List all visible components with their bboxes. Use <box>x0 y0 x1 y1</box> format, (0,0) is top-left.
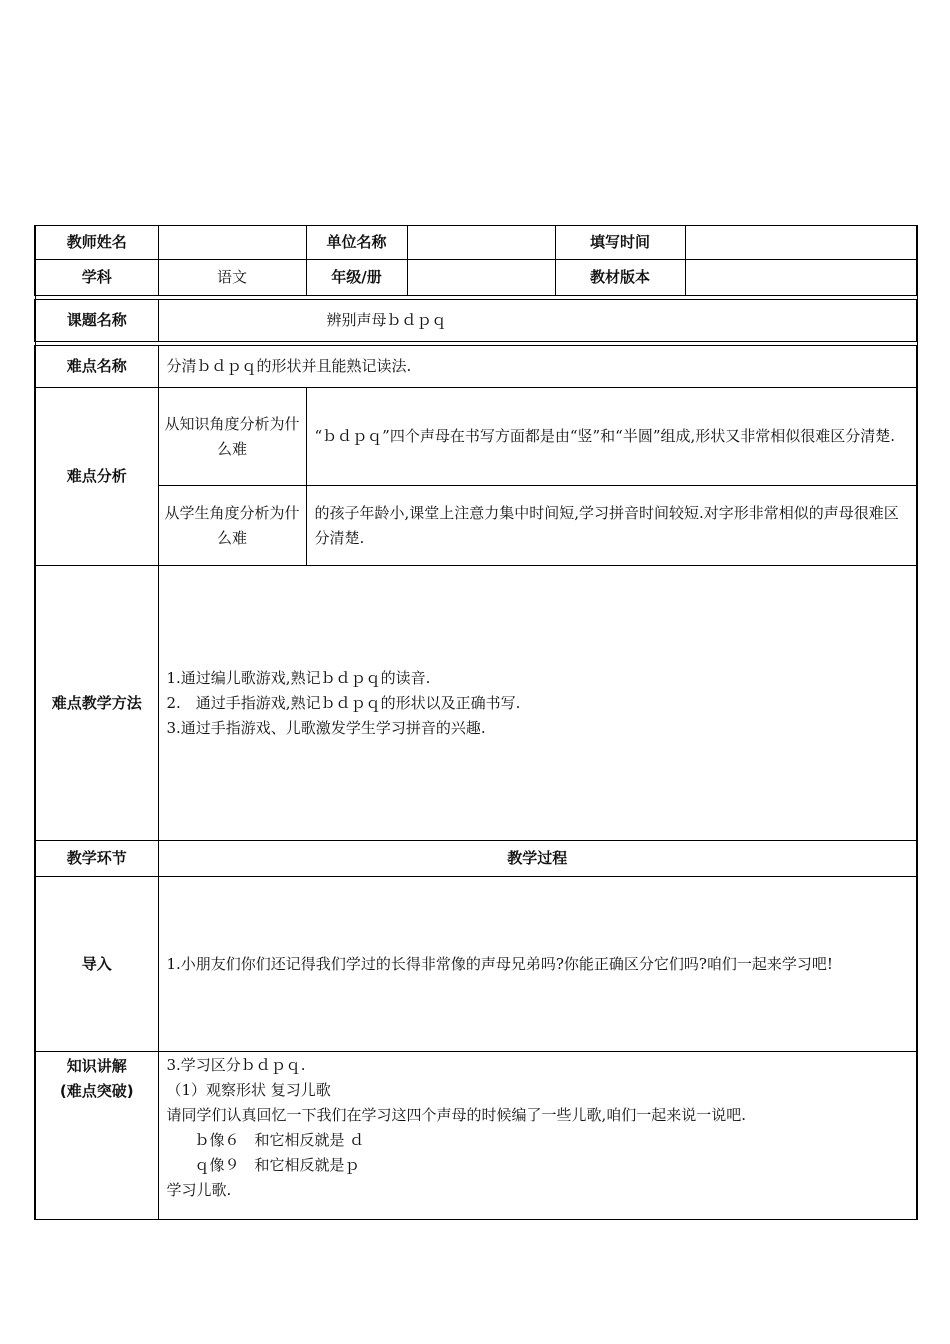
difficulty-value[interactable]: 分清ｂｄｐｑ的形状并且能熟记读法. <box>158 346 917 388</box>
analysis-row-knowledge <box>35 388 917 486</box>
explain-line: （1）观察形状 复习儿歌 <box>166 1081 331 1099</box>
analysis-row-student <box>35 486 917 566</box>
grade-value[interactable] <box>407 260 555 296</box>
explain-row <box>35 1052 917 1220</box>
explain-label-line1: 知识讲解 <box>66 1057 127 1075</box>
header-row-2 <box>35 260 917 296</box>
unit-name-value[interactable] <box>407 226 555 260</box>
explain-line: 学习儿歌. <box>166 1181 232 1199</box>
intro-text[interactable]: 1.小朋友们你们还记得我们学过的长得非常像的声母兄弟吗?你能正确区分它们吗?咱们一起来学习吧! <box>158 877 917 1052</box>
fill-time-label: 填写时间 <box>555 226 685 260</box>
student-analysis-label: 从学生角度分析为什么难 <box>158 486 306 566</box>
explain-line: 请同学们认真回忆一下我们在学习这四个声母的时候编了一些儿歌,咱们一起来说一说吧. <box>166 1106 747 1124</box>
unit-name-label: 单位名称 <box>306 226 407 260</box>
explain-line: ｂ像６ 和它相反就是 ｄ <box>194 1131 365 1149</box>
fill-time-value[interactable] <box>685 226 917 260</box>
process-label: 教学过程 <box>158 841 917 877</box>
methods-content[interactable] <box>158 566 917 841</box>
explain-content[interactable] <box>158 1052 917 1220</box>
knowledge-analysis-text[interactable]: “ｂｄｐｑ”四个声母在书写方面都是由“竖”和“半圆”组成,形状又非常相似很难区分清楚. <box>306 388 917 486</box>
header-row-1 <box>35 226 917 260</box>
edition-value[interactable] <box>685 260 917 296</box>
grade-label: 年级/册 <box>306 260 407 296</box>
intro-label: 导入 <box>35 877 158 1052</box>
methods-label: 难点教学方法 <box>35 566 158 841</box>
explain-label <box>35 1052 158 1220</box>
lesson-plan-table <box>34 225 918 1220</box>
stage-label: 教学环节 <box>35 841 158 877</box>
topic-label: 课题名称 <box>35 300 158 342</box>
subject-label: 学科 <box>35 260 158 296</box>
method-item: 1.通过编儿歌游戏,熟记ｂｄｐｑ的读音. <box>166 668 431 687</box>
topic-value[interactable]: 辨别声母ｂｄｐｑ <box>158 300 917 342</box>
topic-row <box>35 300 917 342</box>
method-item: 3.通过手指游戏、儿歌激发学生学习拼音的兴趣. <box>166 718 486 737</box>
knowledge-analysis-label: 从知识角度分析为什么难 <box>158 388 306 486</box>
edition-label: 教材版本 <box>555 260 685 296</box>
methods-row <box>35 566 917 841</box>
method-item: 2. 通过手指游戏,熟记ｂｄｐｑ的形状以及正确书写. <box>166 693 521 712</box>
teacher-name-label: 教师姓名 <box>35 226 158 260</box>
intro-row <box>35 877 917 1052</box>
difficulty-label: 难点名称 <box>35 346 158 388</box>
process-header-row <box>35 841 917 877</box>
student-analysis-text[interactable]: 的孩子年龄小,课堂上注意力集中时间短,学习拼音时间较短.对字形非常相似的声母很难区分清楚. <box>306 486 917 566</box>
subject-value[interactable]: 语文 <box>158 260 306 296</box>
analysis-label: 难点分析 <box>35 388 158 566</box>
difficulty-row <box>35 346 917 388</box>
explain-label-line2: (难点突破) <box>59 1082 134 1100</box>
lesson-plan-sheet <box>34 225 916 1220</box>
explain-line: ｑ像９ 和它相反就是ｐ <box>194 1156 360 1174</box>
explain-line: 3.学习区分ｂｄｐｑ. <box>166 1056 306 1074</box>
teacher-name-value[interactable] <box>158 226 306 260</box>
